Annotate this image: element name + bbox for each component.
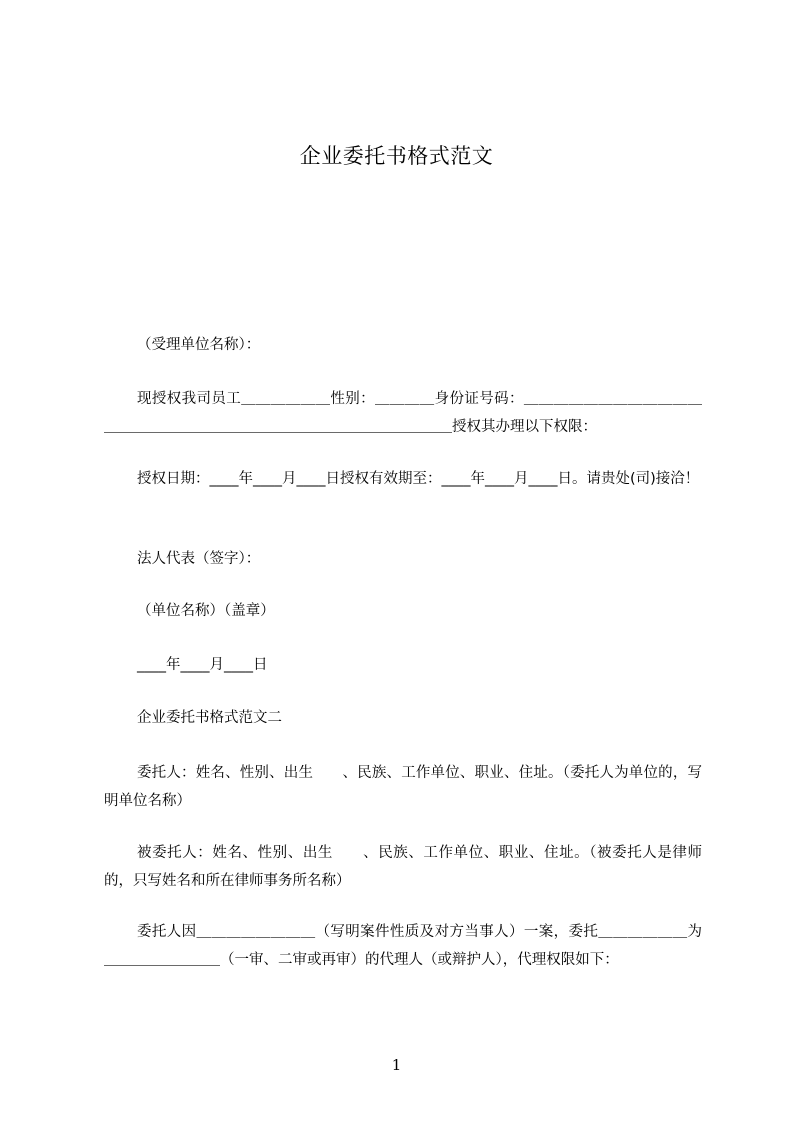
paragraph-signature-date: ____年____月____日: [137, 657, 268, 673]
paragraph-authorization-date: 授权日期：____年____月____日授权有效期至：____年____月____日。请贵处(司)接洽！: [137, 471, 700, 487]
paragraph-principal: 委托人：姓名、性别、出生 、民族、工作单位、职业、住址。（委托人为单位的，写明单位名称）: [104, 765, 702, 809]
page-number: 1: [391, 1056, 402, 1074]
paragraph-authorization: 现授权我司员工＿＿＿＿＿＿性别：＿＿＿＿身份证号码：＿＿＿＿＿＿＿＿＿＿＿＿＿＿＿＿＿＿＿＿＿＿＿＿＿＿＿＿＿＿＿＿＿＿＿＿授权其办理以下权限：: [104, 391, 702, 435]
document-title: 企业委托书格式范文: [299, 144, 494, 168]
paragraph-recipient: （受理单位名称）：: [137, 337, 261, 353]
paragraph-company-seal: （单位名称）（盖章）: [137, 603, 275, 619]
paragraph-agent: 被委托人：姓名、性别、出生 、民族、工作单位、职业、住址。（被委托人是律师的，只写姓名和所在律师事务所名称）: [104, 845, 702, 889]
section-heading-sample-two: 企业委托书格式范文二: [137, 710, 282, 726]
paragraph-case-entrustment: 委托人因＿＿＿＿＿＿＿＿（写明案件性质及对方当事人）一案，委托＿＿＿＿＿＿为＿＿＿＿＿＿＿＿（一审、二审或再审）的代理人（或辩护人），代理权限如下：: [104, 924, 702, 968]
paragraph-legal-representative: 法人代表（签字）：: [137, 551, 261, 567]
